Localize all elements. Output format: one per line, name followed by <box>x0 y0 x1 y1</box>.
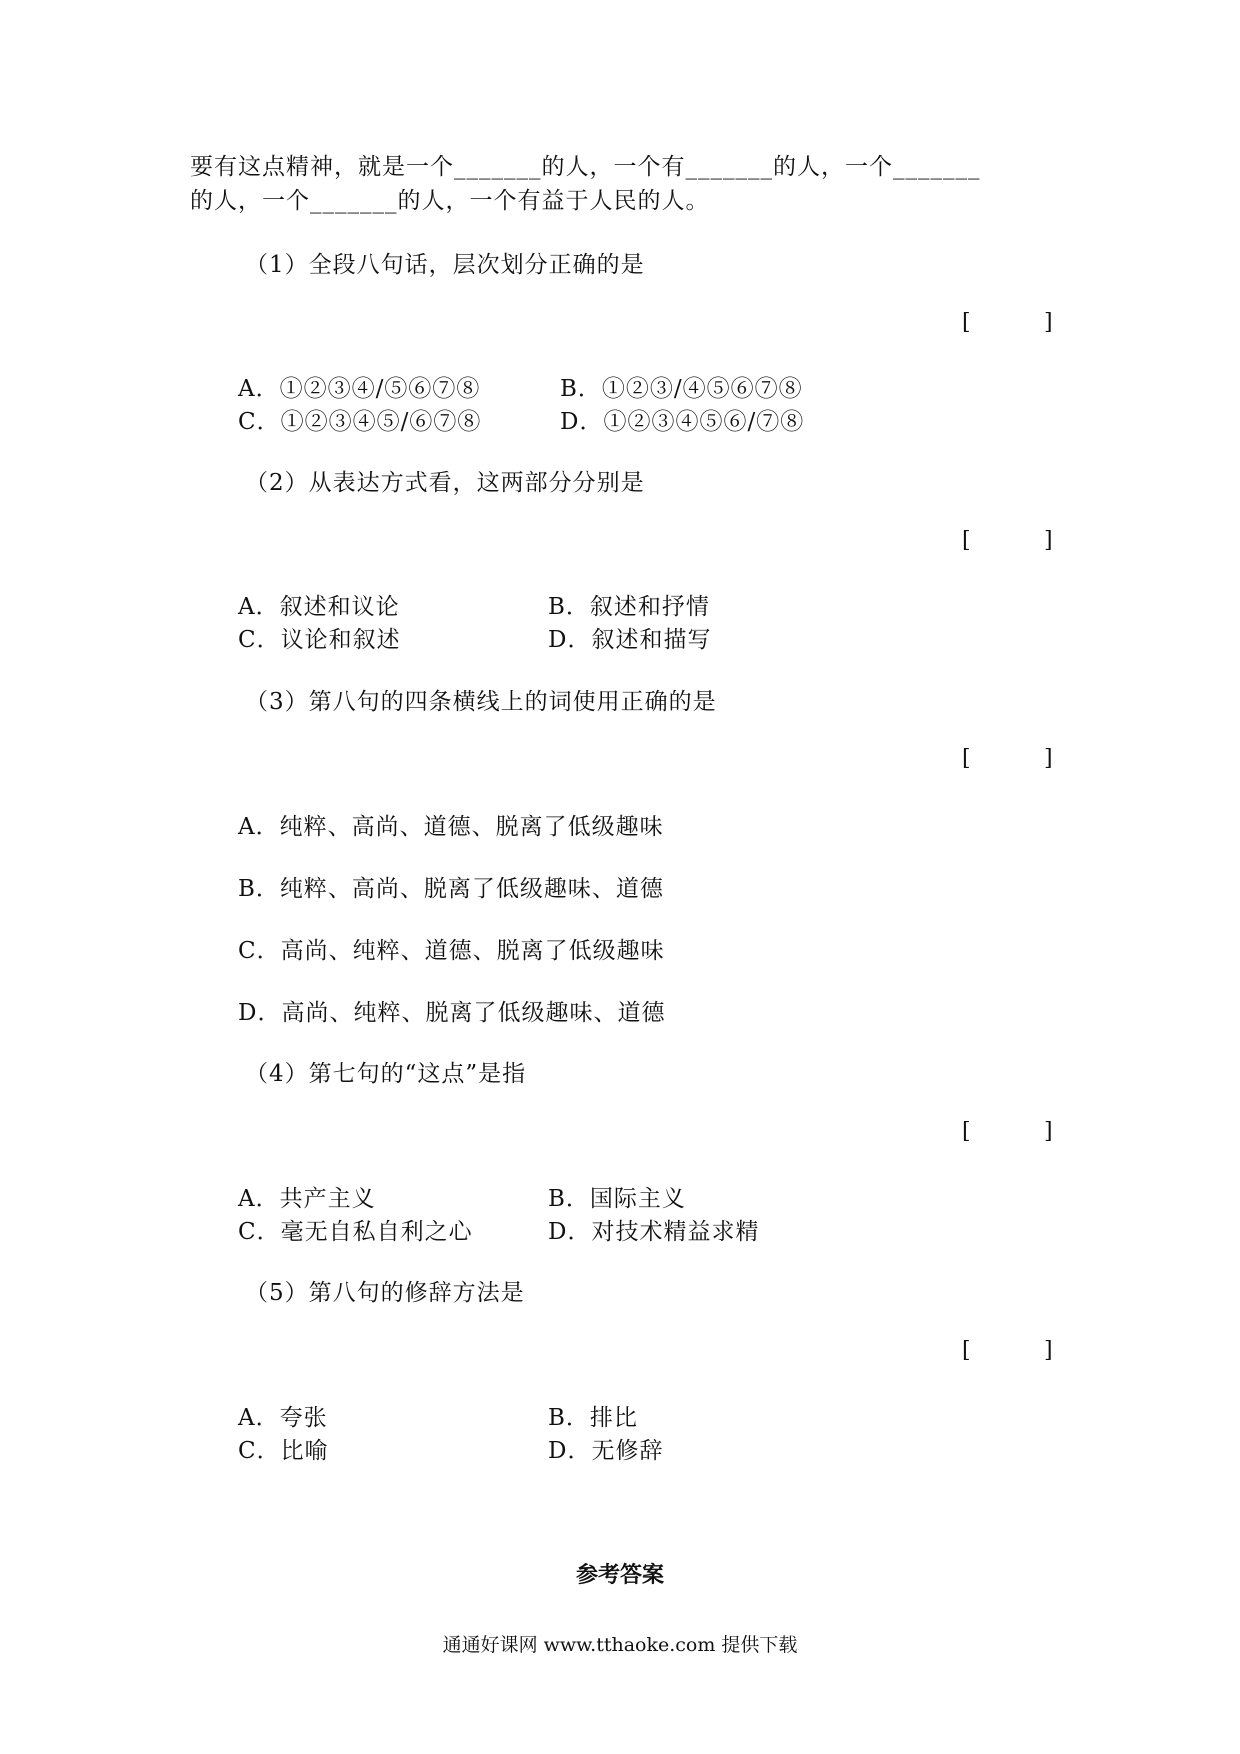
answer-key-heading: 参考答案 <box>575 1563 664 1588</box>
bracket-right: ] <box>1044 746 1053 771</box>
question-5-answer-bracket <box>962 1338 1062 1363</box>
question-1-option-d: D．①②③④⑤⑥/⑦⑧ <box>560 409 805 435</box>
question-2-option-c: C．议论和叙述 <box>238 627 401 653</box>
question-5-option-b: B．排比 <box>548 1405 638 1431</box>
bracket-right: ] <box>1044 310 1053 335</box>
question-3-prompt: （3）第八句的四条横线上的词使用正确的是 <box>245 689 717 715</box>
question-5-option-c: C．比喻 <box>238 1438 329 1464</box>
question-1-option-b: B．①②③/④⑤⑥⑦⑧ <box>560 376 803 402</box>
question-1-option-a: A．①②③④/⑤⑥⑦⑧ <box>238 376 481 402</box>
bracket-left: [ <box>962 310 971 335</box>
question-4-option-c: C．毫无自私自利之心 <box>238 1219 473 1245</box>
passage-line-1: 要有这点精神，就是一个_______的人，一个有_______的人，一个_______ <box>190 154 981 180</box>
bracket-left: [ <box>962 746 971 771</box>
bracket-left: [ <box>962 1119 971 1144</box>
bracket-left: [ <box>962 528 971 553</box>
question-4-option-a: A．共产主义 <box>238 1186 376 1212</box>
bracket-right: ] <box>1044 1338 1053 1363</box>
question-3-option-d: D．高尚、纯粹、脱离了低级趣味、道德 <box>238 1000 666 1026</box>
question-5-prompt: （5）第八句的修辞方法是 <box>245 1280 525 1306</box>
question-2-option-b: B．叙述和抒情 <box>548 594 710 620</box>
question-2-prompt: （2）从表达方式看，这两部分分别是 <box>245 470 645 496</box>
question-3-option-c: C．高尚、纯粹、道德、脱离了低级趣味 <box>238 938 665 964</box>
question-3-option-b: B．纯粹、高尚、脱离了低级趣味、道德 <box>238 876 664 902</box>
question-3-answer-bracket <box>962 746 1062 771</box>
question-5-option-d: D．无修辞 <box>548 1438 664 1464</box>
question-4-option-b: B．国际主义 <box>548 1186 686 1212</box>
question-1-answer-bracket <box>962 310 1062 335</box>
question-4-prompt: （4）第七句的“这点”是指 <box>245 1061 527 1087</box>
question-3-option-a: A．纯粹、高尚、道德、脱离了低级趣味 <box>238 814 664 840</box>
question-5-option-a: A．夸张 <box>238 1405 328 1431</box>
bracket-right: ] <box>1044 1119 1053 1144</box>
question-2-option-d: D．叙述和描写 <box>548 627 712 653</box>
question-2-option-a: A．叙述和议论 <box>238 594 400 620</box>
page-footer: 通通好课网 www.tthaoke.com 提供下载 <box>442 1634 798 1656</box>
passage-text <box>190 150 1070 218</box>
question-4-answer-bracket <box>962 1119 1062 1144</box>
question-1-option-c: C．①②③④⑤/⑥⑦⑧ <box>238 409 482 435</box>
bracket-left: [ <box>962 1338 971 1363</box>
question-2-answer-bracket <box>962 528 1062 553</box>
question-4-option-d: D．对技术精益求精 <box>548 1219 760 1245</box>
passage-line-2: 的人，一个_______的人，一个有益于人民的人。 <box>190 188 710 214</box>
bracket-right: ] <box>1044 528 1053 553</box>
question-1-prompt: （1）全段八句话，层次划分正确的是 <box>245 252 645 278</box>
